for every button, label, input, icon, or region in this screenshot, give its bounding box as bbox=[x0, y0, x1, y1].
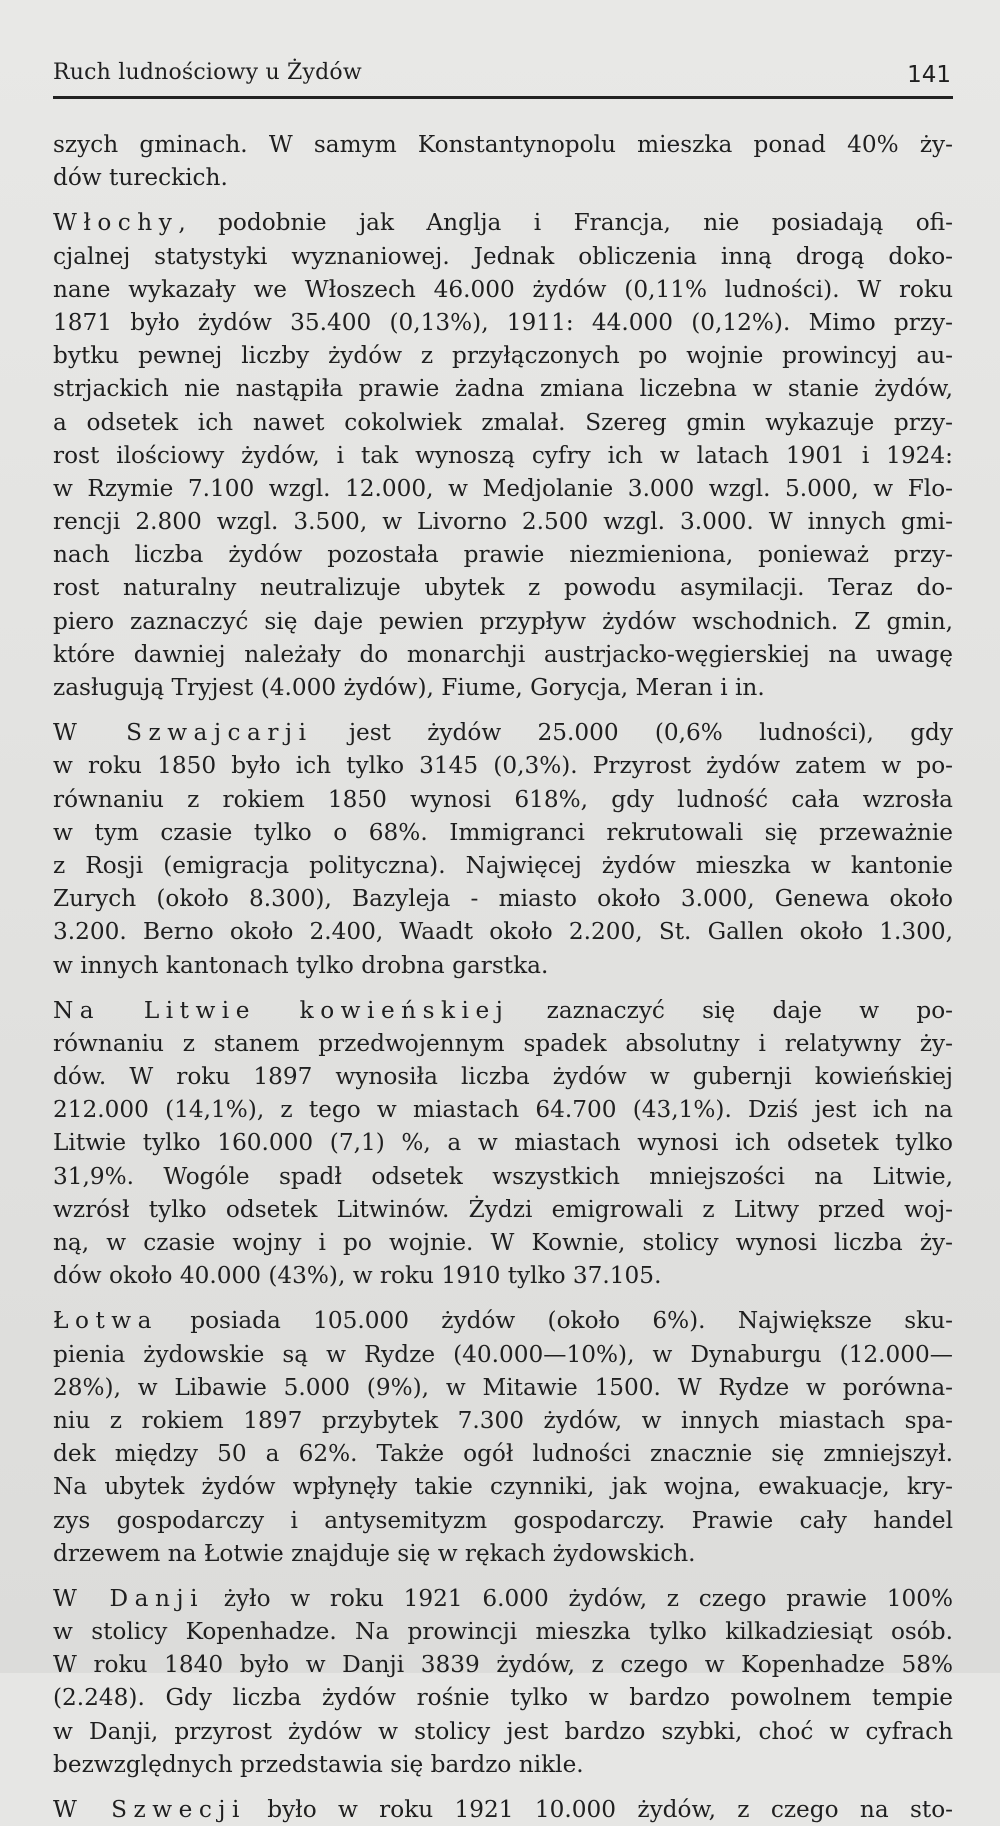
line-text: w stolicy Kopenhadze. Na prowincji mieszka tylko kilkadziesiąt osób. bbox=[53, 1618, 953, 1646]
line-text: nane wykazały we Włoszech 46.000 żydów (0,11% ludności). W roku bbox=[53, 275, 953, 303]
text-line bbox=[53, 1126, 953, 1159]
line-text: 31,9%. Wogóle spadł odsetek wszystkich mniejszości na Litwie, bbox=[53, 1162, 953, 1190]
text-line bbox=[53, 915, 953, 948]
line-text: dów tureckich. bbox=[53, 164, 228, 192]
text-line bbox=[53, 571, 953, 604]
paragraph bbox=[53, 206, 953, 704]
text-line bbox=[53, 1060, 953, 1093]
line-text: (2.248). Gdy liczba żydów rośnie tylko w bardzo powolnem tempie bbox=[53, 1684, 953, 1712]
line-text: równaniu z rokiem 1850 wynosi 618%, gdy ludność cała wzrosła bbox=[53, 785, 953, 813]
paragraph bbox=[53, 994, 953, 1293]
line-text: Litwie tylko 160.000 (7,1) %, a w miastach wynosi ich odsetek tylko bbox=[53, 1129, 953, 1157]
line-text: zys gospodarczy i antysemityzm gospodarczy. Prawie cały handel bbox=[53, 1506, 953, 1534]
text-line bbox=[53, 783, 953, 816]
text-line bbox=[53, 1193, 953, 1226]
text-line bbox=[53, 505, 953, 538]
text-line bbox=[53, 1748, 953, 1781]
text-line bbox=[53, 749, 953, 782]
text-line bbox=[53, 1615, 953, 1648]
text-line bbox=[53, 206, 953, 239]
line-text: szych gminach. W samym Konstantynopolu mieszka ponad 40% ży- bbox=[53, 131, 953, 158]
text-line bbox=[53, 339, 953, 372]
spaced-emphasis: W Szwecji bbox=[53, 1796, 246, 1823]
line-text: niu z rokiem 1897 przybytek 7.300 żydów, w innych miastach spa- bbox=[53, 1406, 953, 1434]
text-line bbox=[53, 849, 953, 882]
line-text: ną, w czasie wojny i po wojnie. W Kownie, stolicy wynosi liczba ży- bbox=[53, 1229, 953, 1256]
text-line bbox=[53, 161, 953, 194]
line-text: Zurych (około 8.300), Bazyleja - miasto około 3.000, Genewa około bbox=[53, 885, 953, 913]
header-rule bbox=[53, 96, 953, 99]
text-line bbox=[53, 949, 953, 982]
text-line bbox=[53, 1304, 953, 1337]
text-line bbox=[53, 1470, 953, 1503]
page-number: 141 bbox=[907, 62, 951, 88]
line-text: piero zaznaczyć się daje pewien przypływ żydów wschodnich. Z gmin, bbox=[53, 607, 953, 635]
paragraph-gap bbox=[53, 1292, 953, 1304]
line-text: bezwzględnych przedstawia się bardzo nikle. bbox=[53, 1750, 584, 1778]
line-text: drzewem na Łotwie znajduje się w rękach żydowskich. bbox=[53, 1539, 696, 1567]
spaced-emphasis: Włochy bbox=[53, 209, 179, 237]
line-text: a odsetek ich nawet cokolwiek zmalał. Szereg gmin wykazuje przy- bbox=[53, 408, 953, 436]
text-line bbox=[53, 1160, 953, 1193]
paragraph bbox=[53, 128, 953, 194]
text-line bbox=[53, 472, 953, 505]
text-line bbox=[53, 638, 953, 671]
text-line bbox=[53, 1027, 953, 1060]
line-text: nach liczba żydów pozostała prawie niezmieniona, ponieważ przy- bbox=[53, 541, 953, 569]
line-text: w Rzymie 7.100 wzgl. 12.000, w Medjolanie 3.000 wzgl. 5.000, w Flo- bbox=[53, 474, 953, 502]
spaced-emphasis: Łotwa bbox=[53, 1307, 158, 1335]
line-text: z Rosji (emigracja polityczna). Najwięcej żydów mieszka w kantonie bbox=[53, 851, 953, 879]
line-text: zasługują Tryjest (4.000 żydów), Fiume, Gorycja, Meran i in. bbox=[53, 674, 765, 701]
text-line bbox=[53, 1537, 953, 1570]
spaced-emphasis: Na Litwie kowieńskiej bbox=[53, 996, 510, 1024]
line-text: zaznaczyć się daje w po- bbox=[509, 996, 953, 1024]
text-line bbox=[53, 1582, 953, 1615]
text-line bbox=[53, 538, 953, 571]
text-line bbox=[53, 716, 953, 749]
line-text: 1871 było żydów 35.400 (0,13%), 1911: 44.000 (0,12%). Mimo przy- bbox=[53, 308, 953, 336]
line-text: dek między 50 a 62%. Także ogół ludności znacznie się zmniejszył. bbox=[53, 1440, 953, 1468]
paragraph bbox=[53, 716, 953, 982]
text-line bbox=[53, 1793, 953, 1826]
line-text: W roku 1840 było w Danji 3839 żydów, z czego w Kopenhadze 58% bbox=[53, 1651, 953, 1679]
line-text: dów około 40.000 (43%), w roku 1910 tylko 37.105. bbox=[53, 1262, 662, 1290]
text-line bbox=[53, 882, 953, 915]
text-line bbox=[53, 273, 953, 306]
line-text: dów. W roku 1897 wynosiła liczba żydów w gubernji kowieńskiej bbox=[53, 1063, 953, 1091]
text-line bbox=[53, 605, 953, 638]
paragraph bbox=[53, 1582, 953, 1781]
paragraph-gap bbox=[53, 704, 953, 716]
line-text: w Danji, przyrost żydów w stolicy jest bardzo szybki, choć w cyfrach bbox=[53, 1717, 953, 1745]
paragraph-gap bbox=[53, 1781, 953, 1793]
text-line bbox=[53, 1681, 953, 1714]
text-line bbox=[53, 1504, 953, 1537]
text-line bbox=[53, 1093, 953, 1126]
text-line bbox=[53, 1338, 953, 1371]
line-text: rost naturalny neutralizuje ubytek z powodu asymilacji. Teraz do- bbox=[53, 574, 953, 602]
text-line bbox=[53, 372, 953, 405]
paragraph-gap bbox=[53, 982, 953, 994]
text-line bbox=[53, 816, 953, 849]
text-line bbox=[53, 240, 953, 273]
text-line bbox=[53, 1371, 953, 1404]
paragraph-gap bbox=[53, 194, 953, 206]
text-line bbox=[53, 306, 953, 339]
line-text: posiada 105.000 żydów (około 6%). Największe sku- bbox=[157, 1307, 953, 1335]
text-line bbox=[53, 671, 953, 704]
line-text: 212.000 (14,1%), z tego w miastach 64.700 (43,1%). Dziś jest ich na bbox=[53, 1096, 953, 1124]
line-text: wzrósł tylko odsetek Litwinów. Żydzi emigrowali z Litwy przed woj- bbox=[53, 1195, 953, 1223]
text-line bbox=[53, 406, 953, 439]
line-text: w tym czasie tylko o 68%. Immigranci rekrutowali się przeważnie bbox=[53, 818, 953, 846]
line-text: było w roku 1921 10.000 żydów, z czego na sto- bbox=[245, 1796, 953, 1823]
text-line bbox=[53, 128, 953, 161]
line-text: w roku 1850 było ich tylko 3145 (0,3%). Przyrost żydów zatem w po- bbox=[53, 752, 953, 780]
line-text: równaniu z stanem przedwojennym spadek absolutny i relatywny ży- bbox=[53, 1029, 953, 1057]
text-line bbox=[53, 439, 953, 472]
running-head bbox=[53, 56, 953, 96]
line-text: rost ilościowy żydów, i tak wynoszą cyfry ich w latach 1901 i 1924: bbox=[53, 441, 953, 469]
text-line bbox=[53, 994, 953, 1027]
line-text: cjalnej statystyki wyznaniowej. Jednak obliczenia inną drogą doko- bbox=[53, 242, 953, 270]
line-text: w innych kantonach tylko drobna garstka. bbox=[53, 951, 549, 979]
text-line bbox=[53, 1404, 953, 1437]
paragraph bbox=[53, 1793, 953, 1826]
text-line bbox=[53, 1648, 953, 1681]
line-text: które dawniej należały do monarchji austrjacko-węgierskiej na uwagę bbox=[53, 640, 953, 668]
paragraph bbox=[53, 1304, 953, 1570]
text-line bbox=[53, 1259, 953, 1292]
paragraph-gap bbox=[53, 1570, 953, 1582]
line-text: Na ubytek żydów wpłynęły takie czynniki, jak wojna, ewakuacje, kry- bbox=[53, 1473, 953, 1501]
text-line bbox=[53, 1437, 953, 1470]
line-text: , podobnie jak Anglja i Francja, nie posiadają ofi- bbox=[178, 209, 953, 237]
line-text: 3.200. Berno około 2.400, Waadt około 2.200, St. Gallen około 1.300, bbox=[53, 918, 953, 946]
line-text: jest żydów 25.000 (0,6% ludności), gdy bbox=[312, 719, 953, 747]
spaced-emphasis: W Danji bbox=[53, 1584, 204, 1612]
spaced-emphasis: W Szwajcarji bbox=[53, 719, 313, 747]
text-line bbox=[53, 1226, 953, 1259]
line-text: rencji 2.800 wzgl. 3.500, w Livorno 2.500 wzgl. 3.000. W innych gmi- bbox=[53, 508, 953, 536]
line-text: 28%), w Libawie 5.000 (9%), w Mitawie 1500. W Rydze w porówna- bbox=[53, 1373, 953, 1401]
line-text: bytku pewnej liczby żydów z przyłączonych po wojnie prowincyj au- bbox=[53, 342, 953, 370]
body-text bbox=[53, 128, 953, 1826]
text-line bbox=[53, 1715, 953, 1748]
running-title: Ruch ludnościowy u Żydów bbox=[53, 60, 362, 85]
line-text: żyło w roku 1921 6.000 żydów, z czego prawie 100% bbox=[204, 1584, 953, 1612]
line-text: pienia żydowskie są w Rydze (40.000—10%), w Dynaburgu (12.000— bbox=[53, 1340, 953, 1368]
line-text: strjackich nie nastąpiła prawie żadna zmiana liczebna w stanie żydów, bbox=[53, 375, 953, 403]
